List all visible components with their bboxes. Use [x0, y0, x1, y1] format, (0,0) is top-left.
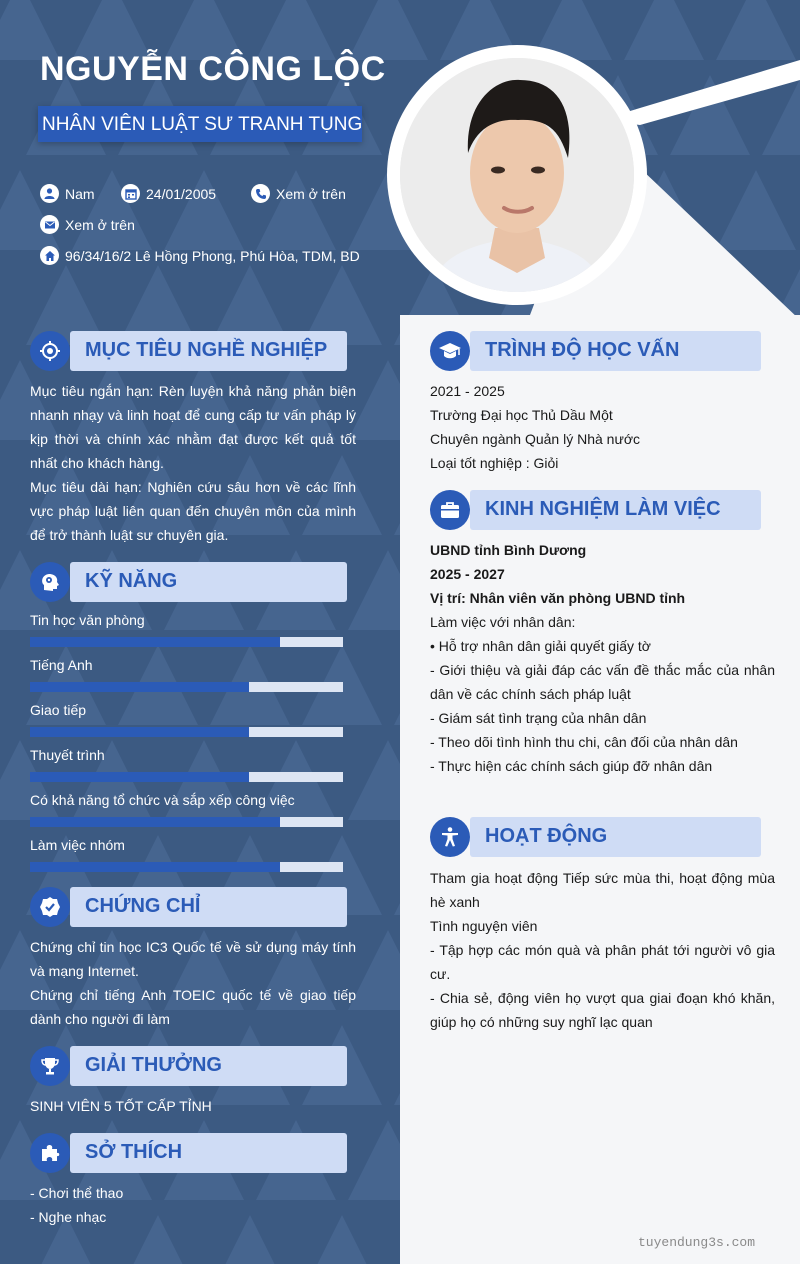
experience-duty: - Theo dõi tình hình thu chi, cân đối của nhân dân: [430, 734, 738, 750]
award-item: SINH VIÊN 5 TỐT CẤP TỈNH: [30, 1098, 212, 1114]
activity-item: Tham gia hoạt động Tiếp sức mùa thi, hoạt động mùa hè xanh: [430, 870, 775, 910]
skill-level-bar: [30, 817, 343, 827]
profile-photo: [400, 58, 634, 292]
calendar-icon: [121, 184, 140, 203]
education-major: Chuyên ngành Quản lý Nhà nước: [430, 431, 641, 447]
activities-details: [430, 866, 775, 1034]
phone-info: [251, 184, 346, 203]
education-school: Trường Đại học Thủ Dầu Một: [430, 407, 613, 423]
user-icon: [40, 184, 59, 203]
email-info: [40, 215, 135, 234]
experience-period: 2025 - 2027: [430, 566, 505, 582]
gender-value: Nam: [65, 185, 95, 202]
experience-position: Vị trí: Nhân viên văn phòng UBND tỉnh: [430, 590, 686, 606]
skills-title: KỸ NĂNG: [85, 570, 178, 592]
skill-level-fill: [30, 772, 249, 782]
education-grade: Loại tốt nghiệp : Giỏi: [430, 455, 559, 471]
home-icon: [40, 246, 59, 265]
skill-label: Tin học văn phòng: [30, 612, 145, 628]
experience-duty: - Thực hiện các chính sách giúp đỡ nhân dân: [430, 758, 713, 774]
certificate-badge-icon: [30, 887, 70, 927]
objective-title: MỤC TIÊU NGHỀ NGHIỆP: [85, 339, 328, 361]
experience-company: UBND tỉnh Bình Dương: [430, 542, 587, 558]
skill-label: Tiếng Anh: [30, 657, 93, 673]
education-period: 2021 - 2025: [430, 383, 505, 399]
gender-info: [40, 184, 95, 203]
certificate-item: Chứng chỉ tin học IC3 Quốc tế về sử dụng máy tính và mạng Internet.: [30, 939, 356, 979]
experience-details: [430, 538, 775, 778]
objective-long-term: Mục tiêu dài hạn: Nghiên cứu sâu hơn về các lĩnh vực pháp luật liên quan đến chuyên môn của mình để trở thành luật sư chuyên gia.: [30, 479, 356, 543]
brain-head-icon: [30, 562, 70, 602]
email-value: Xem ở trên: [65, 216, 135, 233]
skill-level-bar: [30, 637, 343, 647]
address-value: 96/34/16/2 Lê Hồng Phong, Phú Hòa, TDM, BD: [65, 247, 360, 264]
puzzle-icon: [30, 1133, 70, 1173]
activity-item: - Chia sẻ, động viên họ vượt qua giai đoạn khó khăn, giúp họ có những suy nghĩ lạc quan: [430, 990, 775, 1030]
skill-level-fill: [30, 637, 280, 647]
accessibility-person-icon: [430, 817, 470, 857]
skill-level-bar: [30, 772, 343, 782]
hobby-item: - Chơi thể thao: [30, 1185, 124, 1201]
hobby-item: - Nghe nhạc: [30, 1209, 107, 1225]
skill-level-fill: [30, 862, 280, 872]
briefcase-icon: [430, 490, 470, 530]
target-icon: [30, 331, 70, 371]
watermark: tuyendung3s.com: [638, 1235, 756, 1250]
candidate-name: NGUYỄN CÔNG LỘC: [40, 50, 386, 88]
activity-item: - Tập hợp các món quà và phân phát tới người vô gia cư.: [430, 942, 775, 982]
trophy-icon: [30, 1046, 70, 1086]
education-title: TRÌNH ĐỘ HỌC VẤN: [485, 339, 680, 361]
birthday-value: 24/01/2005: [146, 185, 217, 202]
activities-title: HOẠT ĐỘNG: [485, 825, 608, 847]
skill-level-bar: [30, 682, 343, 692]
skill-label: Giao tiếp: [30, 702, 87, 718]
experience-title: KINH NGHIỆM LÀM VIỆC: [485, 498, 721, 520]
skill-level-bar: [30, 727, 343, 737]
skill-label: Làm việc nhóm: [30, 837, 125, 853]
experience-duty: - Giám sát tình trạng của nhân dân: [430, 710, 647, 726]
skill-level-fill: [30, 727, 249, 737]
skill-level-bar: [30, 862, 343, 872]
phone-value: Xem ở trên: [276, 185, 346, 202]
education-details: [430, 379, 775, 475]
birthday-info: [121, 184, 216, 203]
skill-level-fill: [30, 817, 280, 827]
experience-intro: Làm việc với nhân dân:: [430, 614, 576, 630]
activity-item: Tình nguyện viên: [430, 918, 538, 934]
experience-duty: • Hỗ trợ nhân dân giải quyết giấy tờ: [430, 638, 651, 654]
experience-duty: - Giới thiệu và giải đáp các vấn đề thắc mắc của nhân dân về các chính sách pháp luật: [430, 662, 775, 702]
job-title: NHÂN VIÊN LUẬT SƯ TRANH TỤNG: [42, 114, 363, 135]
skill-label: Có khả năng tổ chức và sắp xếp công việc: [30, 792, 295, 808]
address-info: [40, 246, 360, 265]
email-icon: [40, 215, 59, 234]
certificates-title: CHỨNG CHỈ: [85, 895, 201, 917]
hobbies-title: SỞ THÍCH: [85, 1141, 183, 1163]
skill-label: Thuyết trình: [30, 747, 105, 763]
certificate-item: Chứng chỉ tiếng Anh TOEIC quốc tế về giao tiếp dành cho người đi làm: [30, 987, 356, 1027]
skill-level-fill: [30, 682, 249, 692]
graduation-cap-icon: [430, 331, 470, 371]
phone-icon: [251, 184, 270, 203]
objective-short-term: Mục tiêu ngắn hạn: Rèn luyện khả năng phản biện nhanh nhạy và linh hoạt để cung cấp tư vấn pháp lý kịp thời và chính xác nhằm đạt được kết quả tốt nhất cho khách hàng.: [30, 383, 356, 471]
awards-title: GIẢI THƯỞNG: [85, 1054, 222, 1076]
